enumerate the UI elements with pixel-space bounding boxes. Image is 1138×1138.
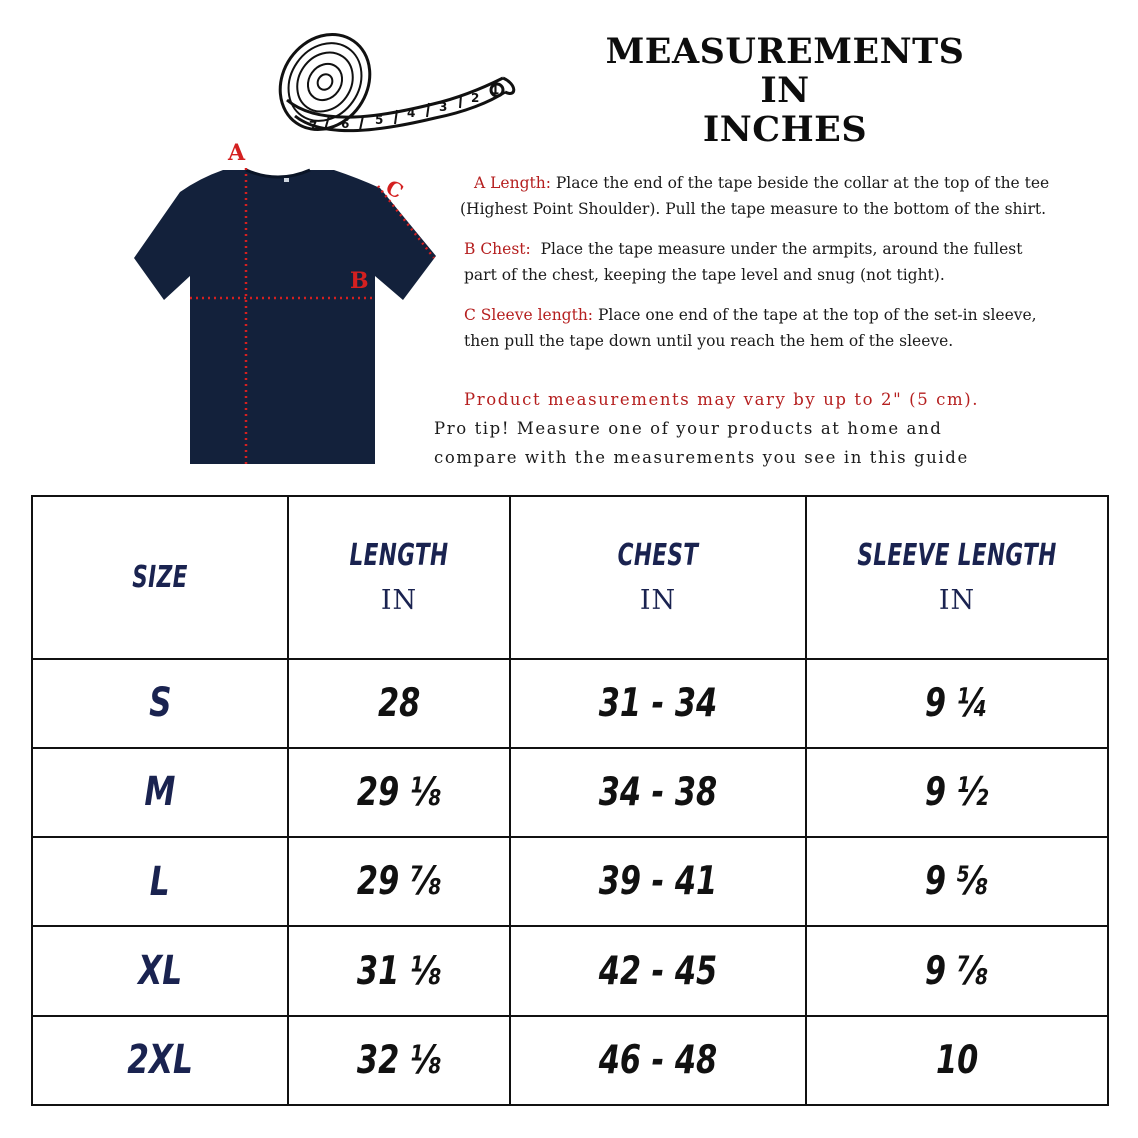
tape-number: 4 bbox=[407, 106, 416, 120]
sleeve-cell: 9 ⅝ bbox=[806, 837, 1108, 926]
header-chest: CHEST IN bbox=[510, 496, 806, 659]
size-cell: XL bbox=[32, 926, 288, 1015]
measuring-tape-icon bbox=[265, 20, 525, 150]
sleeve-cell: 9 ½ bbox=[806, 748, 1108, 837]
size-table bbox=[31, 495, 1109, 1106]
header-sleeve-length: SLEEVE LENGTH IN bbox=[806, 496, 1108, 659]
tshirt-icon bbox=[134, 170, 436, 464]
sleeve-cell: 10 bbox=[806, 1016, 1108, 1105]
label-b: B bbox=[350, 268, 369, 294]
length-cell: 31 ⅛ bbox=[288, 926, 510, 1015]
sleeve-cell: 9 ¼ bbox=[806, 659, 1108, 748]
tape-number: 6 bbox=[341, 117, 350, 131]
length-cell: 28 bbox=[288, 659, 510, 748]
sleeve-cell: 9 ⅞ bbox=[806, 926, 1108, 1015]
chest-cell: 34 - 38 bbox=[510, 748, 806, 837]
tape-number: 7 bbox=[309, 119, 318, 133]
tape-number: 1 bbox=[491, 83, 500, 97]
instruction-sleeve: C Sleeve length: Place one end of the tape at the top of the set-in sleeve, then pull the tape down until you reach the hem of the sleeve. bbox=[464, 306, 1037, 350]
table-row bbox=[32, 659, 1108, 748]
size-cell: M bbox=[32, 748, 288, 837]
page-title: MEASUREMENTS IN INCHES bbox=[605, 31, 965, 150]
size-cell: 2XL bbox=[32, 1016, 288, 1105]
tape-number: 5 bbox=[375, 113, 384, 127]
label-c: C bbox=[381, 174, 408, 204]
table-row bbox=[32, 1016, 1108, 1105]
table-row bbox=[32, 837, 1108, 926]
variance-note: Product measurements may vary by up to 2" (5 cm). bbox=[464, 390, 980, 409]
table-row bbox=[32, 748, 1108, 837]
header-length: LENGTH IN bbox=[288, 496, 510, 659]
chest-cell: 46 - 48 bbox=[510, 1016, 806, 1105]
label-a: A bbox=[228, 140, 246, 166]
chest-cell: 31 - 34 bbox=[510, 659, 806, 748]
header-size: SIZE bbox=[32, 496, 288, 659]
tape-number: 3 bbox=[439, 100, 448, 114]
size-cell: L bbox=[32, 837, 288, 926]
tape-number: 2 bbox=[471, 91, 480, 105]
instruction-chest: B Chest: Place the tape measure under the armpits, around the fullest part of the chest, keeping the tape level and snug (not tight). bbox=[464, 240, 1023, 284]
tshirt-diagram bbox=[128, 138, 448, 478]
chest-cell: 42 - 45 bbox=[510, 926, 806, 1015]
table-header-row bbox=[32, 496, 1108, 659]
length-cell: 29 ⅛ bbox=[288, 748, 510, 837]
pro-tip: Pro tip! Measure one of your products at home and compare with the measurements you see in this guide bbox=[434, 419, 969, 467]
table-row bbox=[32, 926, 1108, 1015]
chest-cell: 39 - 41 bbox=[510, 837, 806, 926]
length-cell: 29 ⅞ bbox=[288, 837, 510, 926]
size-cell: S bbox=[32, 659, 288, 748]
instruction-length: A Length: Place the end of the tape beside the collar at the top of the tee (Highest Point Shoulder). Pull the tape measure to the bottom of the shirt. bbox=[460, 174, 1050, 218]
length-cell: 32 ⅛ bbox=[288, 1016, 510, 1105]
